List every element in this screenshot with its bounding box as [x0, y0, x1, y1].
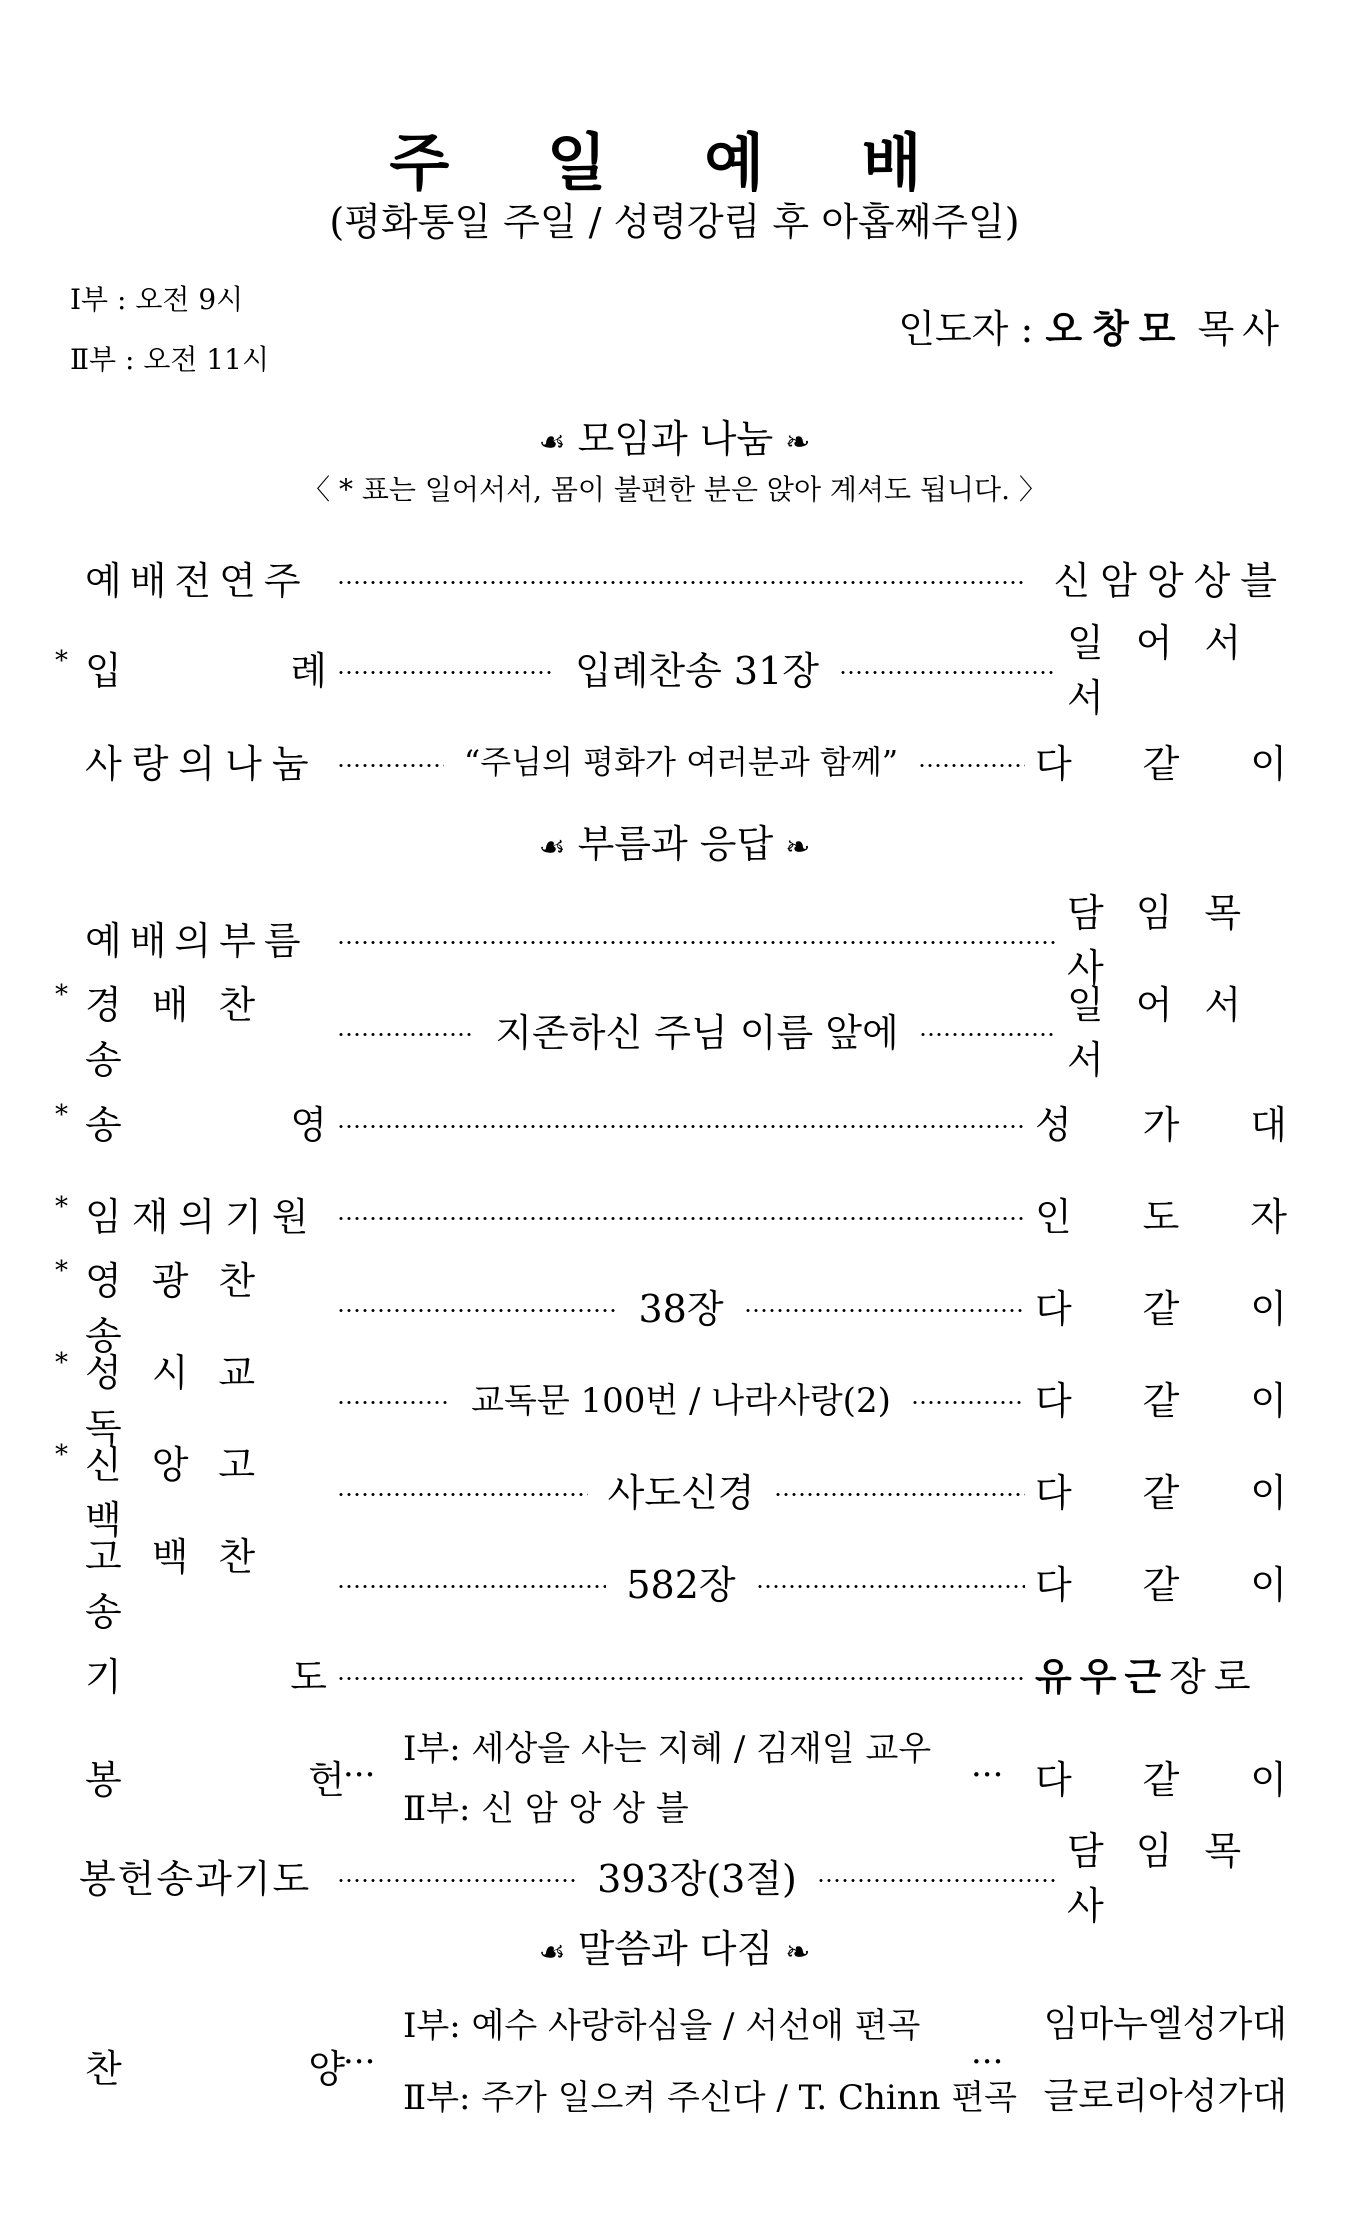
row-label: 임재의기원 [85, 1194, 319, 1239]
row-label-part: 헌 [308, 1758, 345, 1802]
ornament-left-icon: ☙ [538, 425, 566, 460]
page-title: 주 일 예 배 [389, 126, 960, 199]
order-row-prelude [55, 547, 1287, 607]
row-leader-part: 자 [1250, 1194, 1287, 1239]
leader-label: 인도자 : [898, 307, 1034, 351]
row-leader-part: 도 [1142, 1194, 1180, 1239]
row-label: 예배의부름 [85, 918, 309, 963]
row-leader-part: 같 [1142, 1758, 1180, 1802]
order-row-praise [55, 980, 1287, 1082]
order-row-prayer [55, 1643, 1287, 1703]
order-row-entrance [55, 621, 1287, 720]
row-detail: 입례찬송 31장 [575, 648, 819, 693]
row-label-part: 례 [290, 648, 327, 693]
order-row-offering [55, 1715, 1287, 1835]
leader-info [898, 306, 1287, 352]
ornament-right-icon: ❧ [785, 425, 811, 460]
row-label-part: 도 [290, 1654, 327, 1699]
leader-dots [839, 671, 1057, 674]
stand-marker: * [55, 1256, 68, 1286]
ellipsis: ··· [343, 1755, 376, 1795]
leader-dots [774, 1493, 1025, 1496]
row-detail: 393장(3절) [597, 1856, 797, 1901]
leader-dots [337, 1585, 606, 1588]
row-leader-part: 성 [1035, 1102, 1072, 1147]
leader-dots [337, 671, 555, 674]
choir-1: 임마누엘성가대 [1043, 2004, 1287, 2045]
stand-marker: * [55, 1191, 68, 1222]
order-row-confession-hymn [55, 1535, 1287, 1634]
leader-dots [919, 1033, 1057, 1036]
stand-marker: * [55, 980, 68, 1010]
row-leader-part: 같 [1142, 1378, 1180, 1423]
stand-marker: * [55, 645, 68, 676]
leader-dots [337, 1033, 475, 1036]
leader-dots [337, 941, 1057, 944]
ornament-right-icon: ❧ [785, 830, 811, 865]
order-row-glory-hymn [55, 1256, 1287, 1358]
row-leader-part: 이 [1250, 1562, 1287, 1607]
ornament-left-icon: ☙ [538, 1935, 566, 1970]
stand-marker: * [55, 1099, 68, 1130]
row-leader: 일어서서 [1067, 621, 1274, 720]
row-leader: 담임목사 [1067, 1829, 1274, 1928]
row-detail: 지존하신 주님 이름 앞에 [495, 1010, 899, 1055]
order-row-sharing [55, 730, 1287, 790]
row-leader-part: 다 [1035, 1470, 1072, 1515]
leader-dots [337, 1677, 1025, 1680]
section-title: 모임과 나눔 [577, 417, 774, 461]
page-subtitle: (평화통일 주일 / 성령강림 후 아홉째주일) [329, 200, 1020, 244]
service-time-2: Ⅱ부 : 오전 11시 [70, 343, 269, 376]
order-row-invocation [55, 1183, 1287, 1243]
row-label: 경배찬송 [85, 983, 286, 1082]
leader-dots [918, 764, 1025, 767]
section-gathering [0, 415, 1349, 467]
leader-dots [744, 1309, 1025, 1312]
row-label: 예배전연주 [85, 558, 309, 603]
leader-dots [337, 1125, 1025, 1128]
row-leader: 신암앙상블 [1053, 558, 1287, 603]
row-leader-part: 이 [1250, 1378, 1287, 1423]
leader-dots [337, 1309, 618, 1312]
row-label: 신앙고백 [85, 1443, 286, 1542]
row-label: 영광찬송 [85, 1259, 286, 1358]
row-leader-part: 인 [1035, 1194, 1072, 1239]
row-label: 고백찬송 [85, 1535, 286, 1634]
offering-part-1: Ⅰ부: 세상을 사는 지혜 / 김재일 교우 [403, 1729, 932, 1769]
section-title: 말씀과 다짐 [577, 1927, 774, 1971]
order-row-call-to-worship [55, 891, 1287, 990]
anthem-part-2: Ⅱ부: 주가 일으켜 주신다 / T. Chinn 편곡 [403, 2078, 1018, 2118]
row-leader-part: 다 [1035, 1378, 1072, 1423]
leader-dots [337, 581, 1025, 584]
row-leader-part: 다 [1035, 741, 1072, 786]
choir-2: 글로리아성가대 [1043, 2076, 1287, 2117]
ellipsis: ··· [971, 2042, 1004, 2082]
row-leader-part: 같 [1142, 1562, 1180, 1607]
leader-title: 목사 [1197, 307, 1287, 351]
row-leader-part: 다 [1035, 1758, 1072, 1802]
leader-dots [337, 1217, 1025, 1220]
order-row-offering-prayer [55, 1829, 1287, 1928]
row-label: 성시교독 [85, 1351, 286, 1450]
row-leader: 담임목사 [1067, 891, 1274, 990]
leader-dots [817, 1879, 1057, 1882]
row-leader-part: 이 [1250, 741, 1287, 786]
ellipsis: ··· [343, 2042, 376, 2082]
leader-name: 오창모 [1045, 307, 1186, 351]
leader-dots [337, 1493, 588, 1496]
row-leader-part: 이 [1250, 1286, 1287, 1331]
order-row-creed [55, 1440, 1287, 1542]
row-detail: 사도신경 [607, 1470, 755, 1515]
row-leader-part: 이 [1250, 1758, 1287, 1802]
service-time-1: Ⅰ부 : 오전 9시 [70, 283, 244, 316]
row-label-part: 입 [85, 648, 122, 693]
row-leader-part: 가 [1142, 1102, 1180, 1147]
ornament-right-icon: ❧ [785, 1935, 811, 1970]
ellipsis: ··· [971, 1755, 1004, 1795]
row-leader-part: 대 [1250, 1102, 1287, 1147]
leader-dots [337, 764, 444, 767]
leader-dots [911, 1401, 1025, 1404]
order-row-anthem [55, 1990, 1287, 2130]
row-leader-part: 같 [1142, 1286, 1180, 1331]
stand-marker: * [55, 1348, 68, 1378]
row-leader-part: 같 [1142, 1470, 1180, 1515]
row-label-part: 영 [290, 1102, 327, 1147]
row-leader-part: 다 [1035, 1562, 1072, 1607]
row-label-part: 송 [85, 1102, 122, 1147]
row-detail: “주님의 평화가 여러분과 함께” [463, 743, 899, 781]
row-detail: 582장 [626, 1562, 736, 1607]
row-label-part: 양 [308, 2047, 345, 2091]
section-title: 부름과 응답 [577, 822, 774, 866]
row-leader-part: 이 [1250, 1470, 1287, 1515]
anthem-part-1: Ⅰ부: 예수 사랑하심을 / 서선애 편곡 [403, 2006, 921, 2046]
elder-name: 유우근 [1035, 1654, 1170, 1699]
leader-dots [756, 1585, 1025, 1588]
elder-title: 장로 [1169, 1654, 1259, 1699]
leader-dots [337, 1401, 451, 1404]
row-label-part: 찬 [85, 2047, 122, 2091]
section-call [0, 820, 1349, 872]
row-label-part: 봉 [85, 1758, 122, 1802]
section-word [0, 1925, 1349, 1977]
row-detail: 38장 [638, 1286, 724, 1331]
order-row-doxology [55, 1091, 1287, 1151]
stand-marker: * [55, 1440, 68, 1470]
leader-dots [337, 1879, 577, 1882]
ornament-left-icon: ☙ [538, 830, 566, 865]
row-leader: 일어서서 [1067, 983, 1274, 1082]
order-row-responsive-reading [55, 1348, 1287, 1450]
row-leader-part: 다 [1035, 1286, 1072, 1331]
row-label: 사랑의나눔 [85, 741, 319, 786]
standing-note: 〈 * 표는 일어서서, 몸이 불편한 분은 앉아 계셔도 됩니다. 〉 [302, 473, 1047, 506]
row-label: 봉헌송과기도 [79, 1856, 312, 1901]
offering-part-2: Ⅱ부: 신 암 앙 상 블 [403, 1789, 689, 1829]
row-label-part: 기 [85, 1654, 122, 1699]
row-leader-part: 같 [1142, 741, 1180, 786]
row-detail: 교독문 100번 / 나라사랑(2) [471, 1380, 891, 1421]
